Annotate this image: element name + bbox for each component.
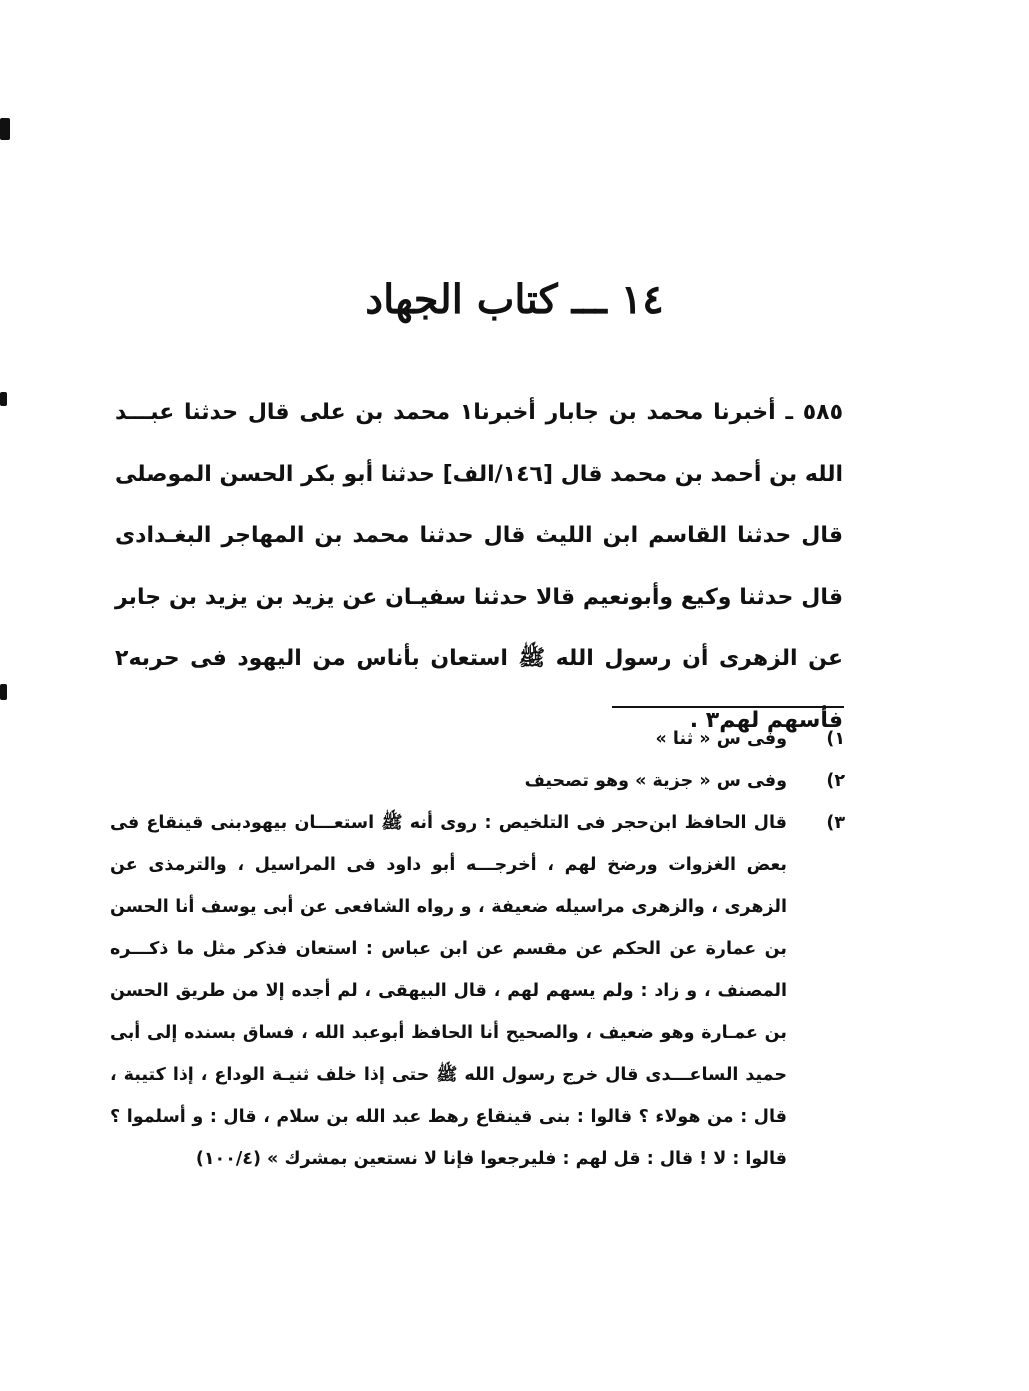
hadith-text: ٥٨٥ ـ أخبرنا محمد بن جابار أخبرنا١ محمد بن على قال حدثنا عبـــد الله بن أحمد بن محمد قال [١٤٦/الف] حدثنا أبو بكر الحسن الموصلى قال حدثنا القاسم ابن الليث قال حدثنا محمد بن المهاجر البغـدادى قال حدثنا وكيع وأبونعيم قالا حدثنا سفيـان عن يزيد بن يزيد بن جابر عن الزهرى أن رسول الله ﷺ استعان بأناس من اليهود فى حربه٢ فأسهم لهم٣ . [115,400,844,733]
footnote-number: ١) [826,729,845,749]
footnotes [110,718,845,1180]
footnote-separator [612,706,844,708]
footnote-number: ٢) [826,771,845,791]
left-edge-mark [0,684,7,700]
footnote [110,760,845,802]
chapter-heading: ١٤ ـــ كتاب الجهاد [365,276,664,323]
footnote-number: ٣) [826,813,845,833]
footnote-text: وفى س « جزية » وهو تصحيف [524,771,787,791]
footnote [110,718,845,760]
left-edge-mark [0,118,10,140]
footnote [110,802,845,1180]
footnote-text: قال الحافظ ابن‌حجر فى التلخيص : روى أنه ﷺ استعـــان بيهودبنى قينقاع فى بعض الغزوات ورضخ لهم ، أخرجـــه أبو داود فى المراسيل ، والترمذى عن الزهرى ، والزهرى مراسيله ضعيفة ، و رواه الشافعى عن أبى يوسف أنا الحسن بن عمارة عن الحكم عن مقسم عن ابن عباس : استعان فذكر مثل ما ذكـــره المصنف ، و زاد : ولم يسهم لهم ، قال البيهقى ، لم أجده إلا من طريق الحسن بن عمـارة وهو ضعيف ، والصحيح أنا الحافظ أبوعبد الله ، فساق بسنده إلى أبى حميد الساعـــدى قال خرج رسول الله ﷺ حتى إذا خلف ثنيـة الوداع ، إذا كتيبة ، قال : من هولاء ؟ قالوا : بنى قينقاع رهط عبد الله بن سلام ، قال : و أسلموا ؟ قالوا : لا ! قال : قل لهم : فليرجعوا فإنا لا نستعين بمشرك » (١٠٠/٤) [110,813,787,1169]
footnote-text: وفى س « ثنا » [655,729,787,749]
left-edge-mark [0,392,7,406]
